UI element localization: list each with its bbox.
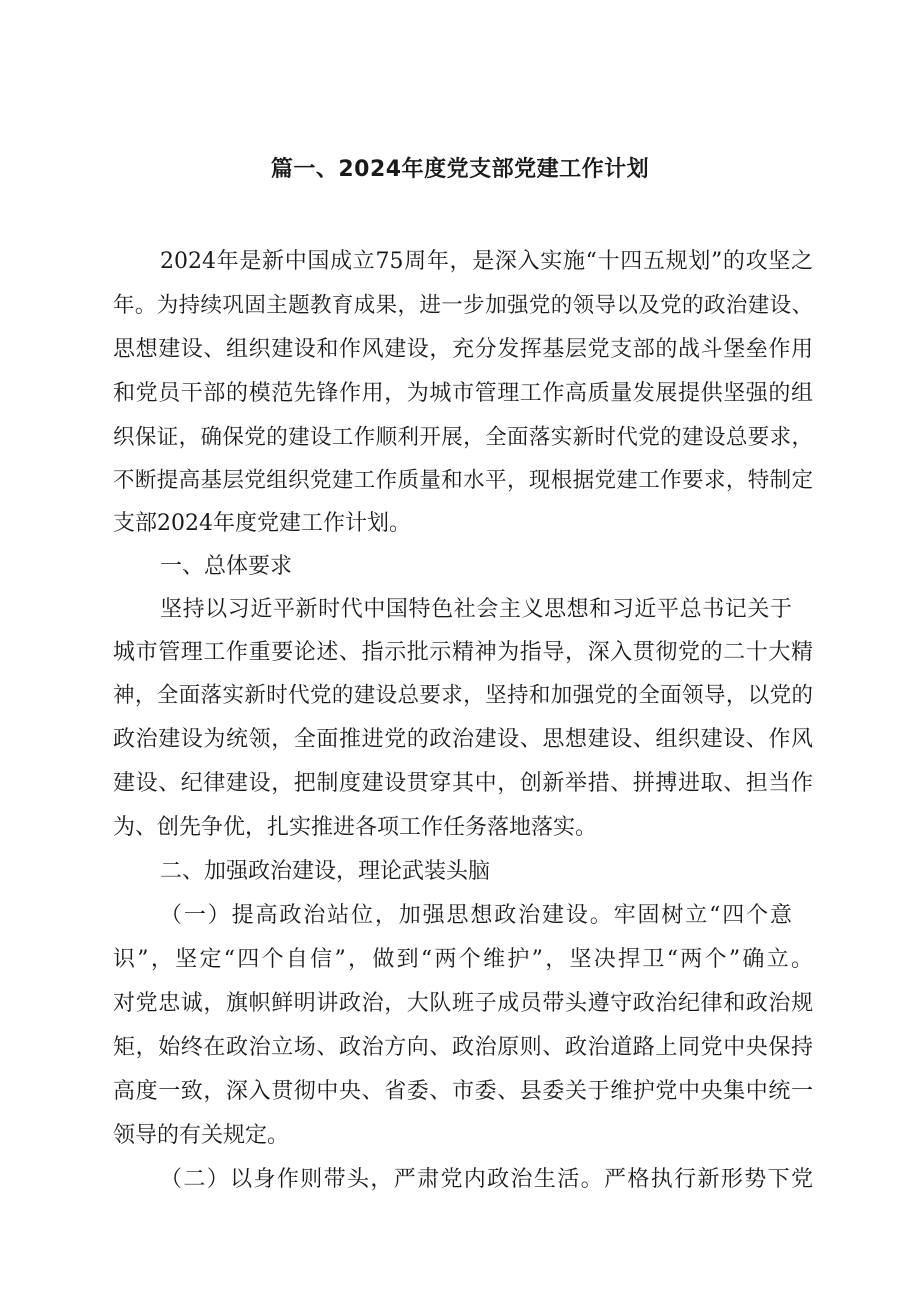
paragraph-2-line: 坚持以习近平新时代中国特色社会主义思想和习近平总书记关于 [160, 597, 792, 622]
paragraph-1-line: 支部2024年度党建工作计划。 [113, 511, 411, 536]
document-title: 篇一、2024年度党支部党建工作计划 [270, 157, 650, 182]
section-heading: 二、加强政治建设，理论武装头脑 [160, 859, 491, 884]
paragraph-2-line: 城市管理工作重要论述、指示批示精神为指导，深入贯彻党的二十大精 [113, 640, 813, 665]
paragraph-2-line: 神，全面落实新时代党的建设总要求，坚持和加强党的全面领导，以党的 [113, 683, 813, 708]
section-heading: 一、总体要求 [160, 554, 293, 579]
paragraph-1-line: 不断提高基层党组织党建工作质量和水平，现根据党建工作要求，特制定 [113, 468, 813, 493]
paragraph-4-line: （二）以身作则带头，严肃党内政治生活。严格执行新形势下党 [160, 1167, 813, 1192]
paragraph-1-line: 2024年是新中国成立75周年，是深入实施“十四五规划”的攻坚之 [160, 249, 813, 274]
paragraph-3-line: 高度一致，深入贯彻中央、省委、市委、县委关于维护党中央集中统一 [113, 1079, 813, 1104]
paragraph-1-line: 和党员干部的模范先锋作用，为城市管理工作高质量发展提供坚强的组 [113, 381, 813, 406]
paragraph-3-line: 领导的有关规定。 [113, 1123, 290, 1148]
paragraph-1-line: 思想建设、组织建设和作风建设，充分发挥基层党支部的战斗堡垒作用 [113, 337, 813, 362]
paragraph-2-line: 为、创先争优，扎实推进各项工作任务落地落实。 [113, 815, 598, 840]
paragraph-2-line: 政治建设为统领，全面推进党的政治建设、思想建设、组织建设、作风 [113, 727, 813, 752]
paragraph-3-line: （一）提高政治站位，加强思想政治建设。牢固树立“四个意 [160, 903, 792, 928]
paragraph-3-line: 矩，始终在政治立场、政治方向、政治原则、政治道路上同党中央保持 [113, 1035, 813, 1060]
paragraph-2-line: 建设、纪律建设，把制度建设贯穿其中，创新举措、拼搏进取、担当作 [113, 771, 813, 796]
paragraph-1-line: 年。为持续巩固主题教育成果，进一步加强党的领导以及党的政治建设、 [113, 293, 813, 318]
paragraph-3-line: 识”，坚定“四个自信”，做到“两个维护”，坚决捍卫“两个”确立。 [113, 947, 813, 972]
paragraph-1-line: 织保证，确保党的建设工作顺利开展，全面落实新时代党的建设总要求， [113, 425, 813, 450]
paragraph-3-line: 对党忠诚，旗帜鲜明讲政治，大队班子成员带头遵守政治纪律和政治规 [113, 991, 813, 1016]
